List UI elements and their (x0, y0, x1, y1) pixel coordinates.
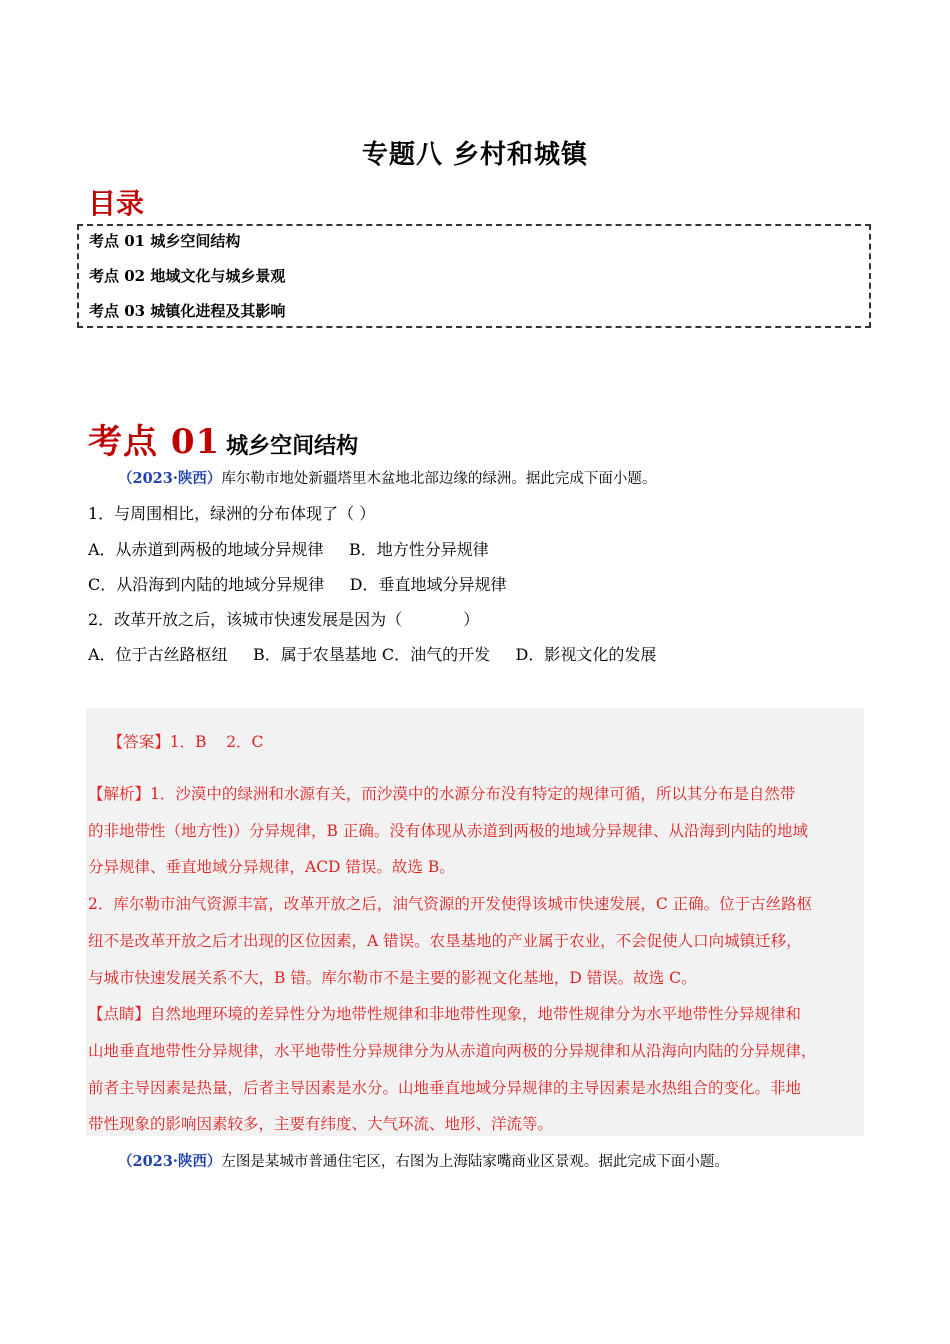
toc-box (77, 224, 871, 328)
q2-options: A．位于古丝路枢纽 B．属于农垦基地 C．油气的开发 D．影视文化的发展 (88, 645, 657, 664)
intro-text: 库尔勒市地处新疆塔里木盆地北部边缘的绿洲。据此完成下面小题。 (221, 471, 657, 487)
analysis-line-4: 2．库尔勒市油气资源丰富，改革开放之后，油气资源的开发使得该城市快速发展，C 正确。位于古丝路枢 (88, 895, 813, 913)
section-number: 考点 01 (88, 422, 221, 462)
section-name: 城乡空间结构 (226, 433, 359, 459)
answer-text: 1．B 2．C (169, 733, 264, 751)
document-title: 专题八 乡村和城镇 (361, 140, 589, 170)
toc-item-01[interactable]: 考点 01 城乡空间结构 (89, 232, 241, 250)
answer-line (88, 712, 263, 770)
analysis-line-5: 纽不是改革开放之后才出现的区位因素，A 错误。农垦基地的产业属于农业，不会促使人口向城镇迁移， (88, 932, 802, 950)
q1-options-cd: C．从沿海到内陆的地域分异规律 D．垂直地域分异规律 (88, 575, 507, 594)
toc-item-02[interactable]: 考点 02 地域文化与城乡景观 (89, 267, 286, 285)
next-source-label: （2023·陕西） (118, 1153, 222, 1170)
insight-tag: 【点睛】 (88, 1005, 151, 1023)
question-intro (118, 467, 656, 488)
insight-text: 自然地理环境的差异性分为地带性规律和非地带性现象，地带性规律分为水平地带性分异规律和 (150, 1005, 802, 1023)
answer-tag: 【答案】 (107, 733, 170, 751)
toc-heading: 目录 (88, 187, 145, 220)
insight-line-3: 前者主导因素是热量，后者主导因素是水分。山地垂直地域分异规律的主导因素是水热组合的变化。非地 (88, 1079, 802, 1097)
analysis-line-6: 与城市快速发展关系不大，B 错。库尔勒市不是主要的影视文化基地，D 错误。故选 C。 (88, 969, 697, 987)
source-label: （2023·陕西） (118, 470, 222, 487)
insight-line-1 (88, 1002, 801, 1024)
insight-line-2: 山地垂直地带性分异规律，水平地带性分异规律分为从赤道向两极的分异规律和从沿海向内陆的分异规律， (88, 1042, 817, 1060)
analysis-tag: 【解析】 (88, 785, 151, 803)
analysis-line-1 (88, 782, 795, 804)
section-heading (88, 414, 358, 463)
answer-panel (86, 708, 864, 1136)
next-question-intro (118, 1150, 729, 1171)
analysis-line-3: 分异规律、垂直地域分异规律，ACD 错误。故选 B。 (88, 858, 455, 876)
toc-item-03[interactable]: 考点 03 城镇化进程及其影响 (89, 302, 286, 320)
q1-options-ab: A．从赤道到两极的地域分异规律 B．地方性分异规律 (88, 540, 489, 559)
next-intro-text: 左图是某城市普通住宅区，右图为上海陆家嘴商业区景观。据此完成下面小题。 (221, 1154, 729, 1170)
insight-line-4: 带性现象的影响因素较多，主要有纬度、大气环流、地形、洋流等。 (88, 1115, 554, 1133)
analysis-line-2: 的非地带性（地方性)）分异规律，B 正确。没有体现从赤道到两极的地域分异规律、从沿海到内陆的地域 (88, 822, 808, 840)
q2-stem: 2．改革开放之后，该城市快速发展是因为（ ） (88, 610, 480, 629)
analysis-text: 1．沙漠中的绿洲和水源有关，而沙漠中的水源分布没有特定的规律可循，所以其分布是自然带 (150, 785, 796, 803)
q1-stem: 1．与周围相比，绿洲的分布体现了（ ） (88, 504, 376, 523)
